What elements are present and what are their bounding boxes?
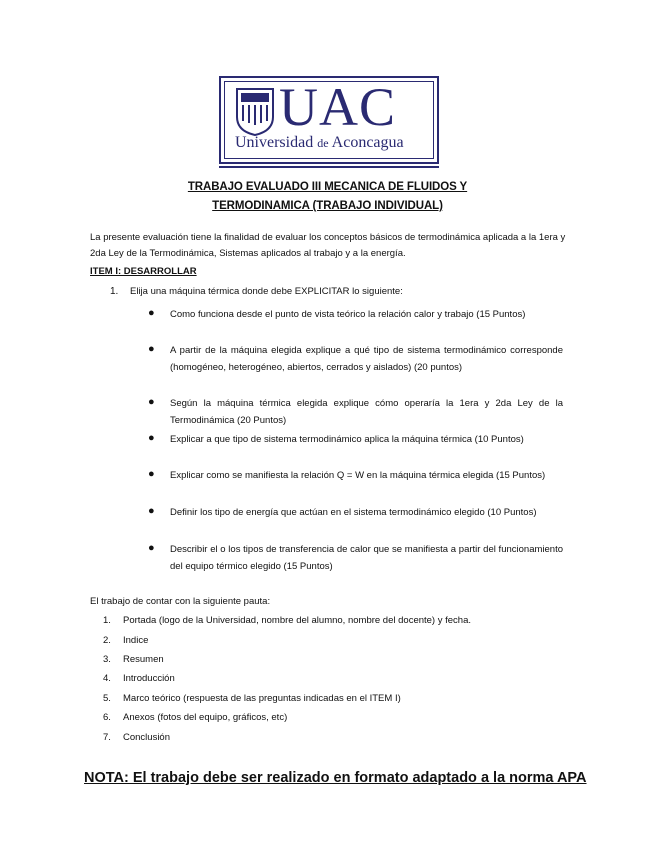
- list-number: 4.: [103, 673, 111, 684]
- logo-abbreviation: UAC: [279, 77, 397, 137]
- bullet-icon: ●: [148, 505, 155, 517]
- logo-name-part1: Universidad: [235, 134, 314, 151]
- list-item: [103, 732, 170, 743]
- list-item-text: Anexos (fotos del equipo, gráficos, etc): [123, 712, 288, 723]
- list-item-text: Según la máquina térmica elegida explique cómo operaría la 1era y 2da Ley de la Termodinámica (20 Puntos): [170, 398, 563, 426]
- university-logo: [219, 76, 439, 164]
- question-number: 1.: [110, 286, 119, 297]
- list-number: 7.: [103, 732, 111, 743]
- guideline-intro: El trabajo de contar con la siguiente pauta:: [90, 596, 271, 607]
- bullet-icon: ●: [148, 343, 155, 355]
- list-item-text: Describir el o los tipos de transferencia de calor que se manifiesta a partir del funcionamiento del equipo térmico elegido (15 Puntos): [170, 544, 563, 572]
- list-item: [103, 712, 287, 723]
- list-item: [103, 673, 175, 684]
- list-item: [103, 693, 401, 704]
- logo-name-part2: Aconcagua: [331, 134, 404, 151]
- list-item-text: Conclusión: [123, 732, 170, 743]
- list-item-text: Portada (logo de la Universidad, nombre del alumno, nombre del docente) y fecha.: [123, 615, 472, 626]
- bullet-icon: ●: [148, 432, 155, 444]
- list-item-text: Marco teórico (respuesta de las preguntas indicadas en el ITEM I): [123, 693, 401, 704]
- list-item-text: Explicar a que tipo de sistema termodinámico aplica la máquina térmica (10 Puntos): [170, 434, 524, 445]
- item-heading: ITEM I: DESARROLLAR: [90, 266, 197, 277]
- bullet-icon: ●: [148, 396, 155, 408]
- logo-underline: [219, 166, 439, 168]
- list-item-text: Como funciona desde el punto de vista teórico la relación calor y trabajo (15 Puntos): [170, 309, 526, 320]
- bullet-icon: ●: [148, 468, 155, 480]
- list-item-text: A partir de la máquina elegida explique a qué tipo de sistema termodinámico corresponde (homogéneo, heterogéneo, abiertos, cerrados y aislados) (20 puntos): [170, 345, 563, 373]
- document-title-line2: TERMODINAMICA (TRABAJO INDIVIDUAL): [212, 200, 443, 212]
- list-item: [103, 615, 471, 626]
- list-number: 3.: [103, 654, 111, 665]
- intro-paragraph: La presente evaluación tiene la finalidad de evaluar los conceptos básicos de termodinámica aplicada a la 1era y 2da Ley de la Termodinámica, Sistemas aplicados al trabajo y a la energía.: [90, 232, 566, 259]
- bullet-icon: ●: [148, 307, 155, 319]
- list-number: 2.: [103, 635, 111, 646]
- list-number: 5.: [103, 693, 111, 704]
- bullet-icon: ●: [148, 542, 155, 554]
- logo-name-connector: de: [317, 136, 329, 150]
- apa-note: NOTA: El trabajo debe ser realizado en formato adaptado a la norma APA: [84, 770, 587, 786]
- question-text: Elija una máquina térmica donde debe EXPLICITAR lo siguiente:: [130, 286, 403, 297]
- document-title-line1: TRABAJO EVALUADO III MECANICA DE FLUIDOS Y: [187, 181, 468, 193]
- list-item: [103, 635, 148, 646]
- shield-icon: [235, 87, 275, 137]
- list-item-text: Introducción: [123, 673, 175, 684]
- list-item-text: Indice: [123, 635, 149, 646]
- list-item-text: Definir los tipo de energía que actúan en el sistema termodinámico elegido (10 Puntos): [170, 507, 537, 518]
- list-number: 6.: [103, 712, 111, 723]
- logo-university-name: [235, 134, 404, 152]
- list-item: [103, 654, 164, 665]
- list-item-text: Resumen: [123, 654, 164, 665]
- list-item-text: Explicar como se manifiesta la relación Q = W en la máquina térmica elegida (15 Puntos): [170, 470, 546, 481]
- list-number: 1.: [103, 615, 111, 626]
